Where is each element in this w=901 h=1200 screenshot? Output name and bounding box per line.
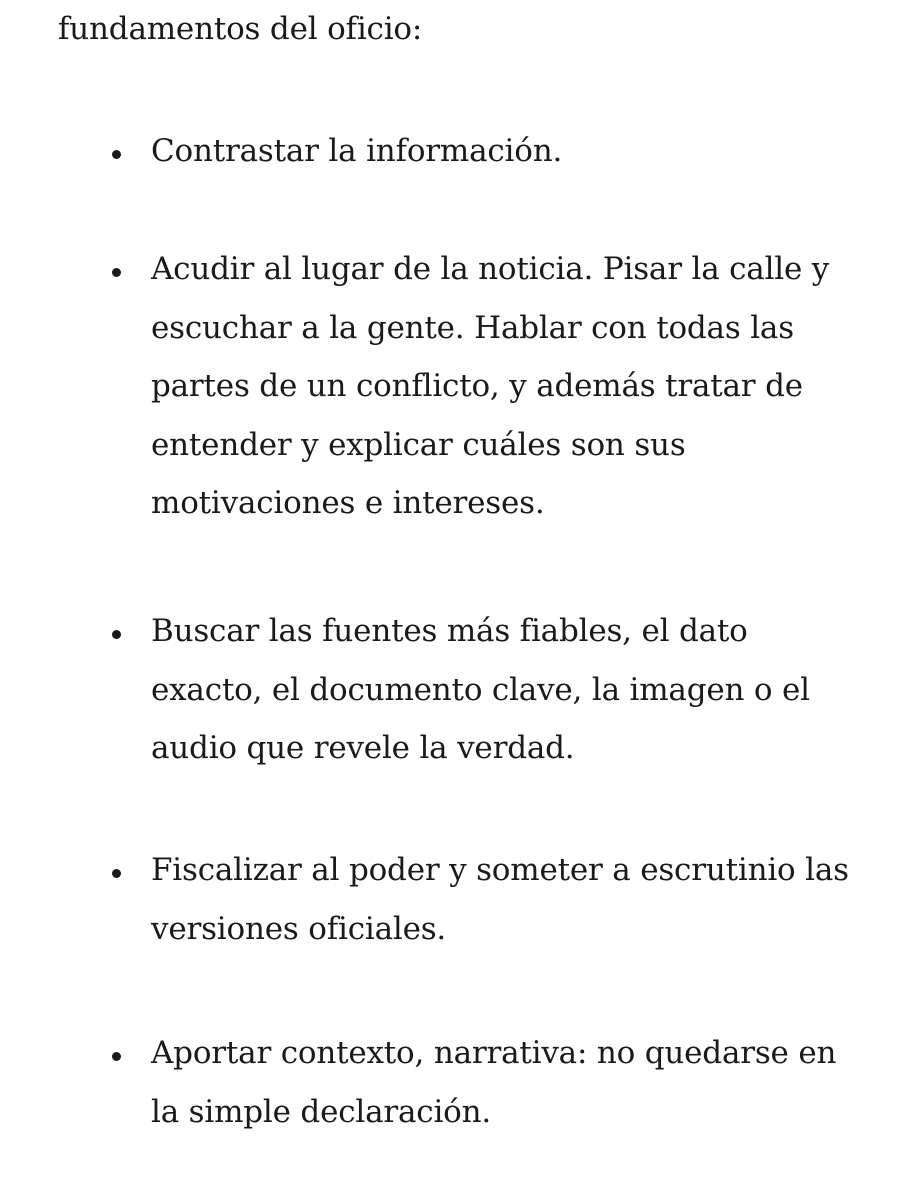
list-item-text: Contrastar la información. [151, 133, 563, 169]
bullet-dot-icon [112, 630, 121, 639]
list-item-text: Buscar las fuentes más fiables, el dato exacto, el documento clave, la imagen o el audio que revele la verdad. [151, 613, 810, 766]
intro-text: fundamentos del oficio: [58, 11, 423, 47]
bullet-dot-icon [112, 150, 121, 159]
list-item-text: Aportar contexto, narrativa: no quedarse en la simple declaración. [151, 1035, 837, 1130]
bullet-dot-icon [112, 268, 121, 277]
bullet-dot-icon [112, 869, 121, 878]
list-item-text: Fiscalizar al poder y someter a escrutinio las versiones oficiales. [151, 852, 849, 947]
bullet-dot-icon [112, 1052, 121, 1061]
list-item-text: Acudir al lugar de la noticia. Pisar la calle y escuchar a la gente. Hablar con todas las partes de un conflicto, y además tratar de entender y explicar cuáles son sus motivaciones e intereses. [151, 251, 830, 521]
